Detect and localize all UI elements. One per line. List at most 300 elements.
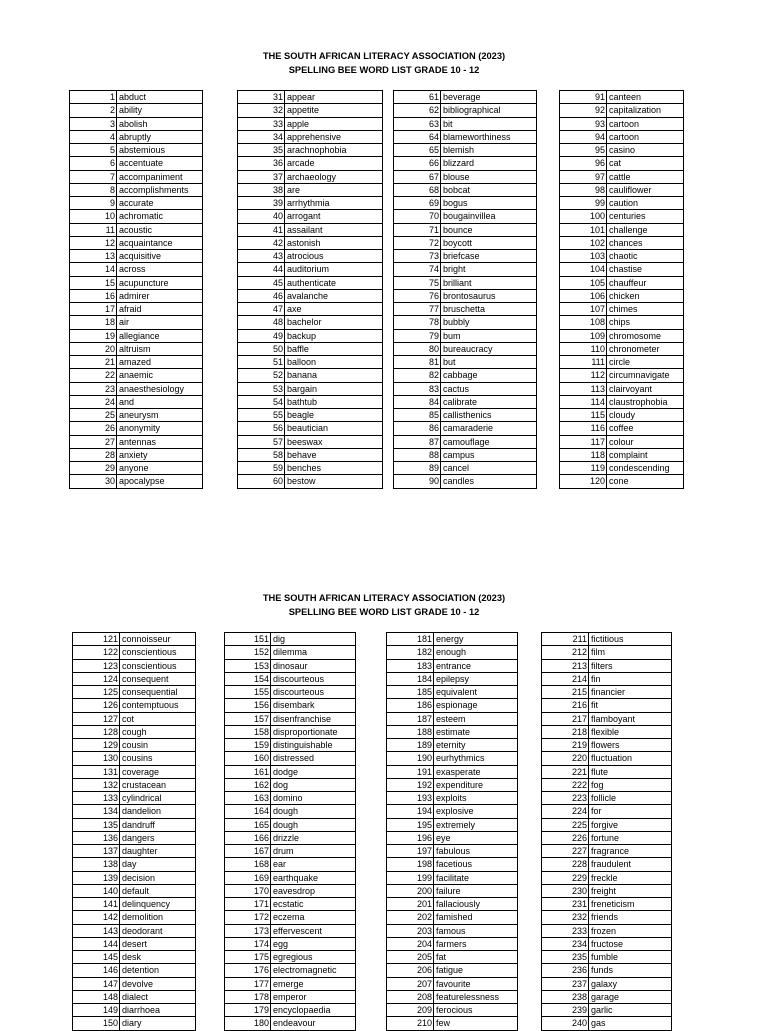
word-table <box>541 632 672 1031</box>
word-number: 47 <box>238 303 285 316</box>
word-number: 107 <box>560 303 607 316</box>
word-cell: challenge <box>607 223 684 236</box>
word-cell: ferocious <box>434 1004 518 1017</box>
word-number: 48 <box>238 316 285 329</box>
word-number: 222 <box>542 778 589 791</box>
word-number: 153 <box>225 659 271 672</box>
table-row <box>387 831 518 844</box>
table-row <box>560 157 684 170</box>
table-row <box>560 462 684 475</box>
word-number: 238 <box>542 990 589 1003</box>
word-cell: cloudy <box>607 409 684 422</box>
word-number: 56 <box>238 422 285 435</box>
word-number: 213 <box>542 659 589 672</box>
word-cell: exploits <box>434 792 518 805</box>
word-cell: anonymity <box>117 422 203 435</box>
word-number: 15 <box>70 276 117 289</box>
word-number: 98 <box>560 183 607 196</box>
word-cell: exasperate <box>434 765 518 778</box>
table-row <box>70 342 203 355</box>
word-cell: fallaciously <box>434 898 518 911</box>
table-row <box>238 130 383 143</box>
word-cell: dinosaur <box>271 659 356 672</box>
word-number: 28 <box>70 448 117 461</box>
word-cell: bureaucracy <box>441 342 537 355</box>
word-number: 220 <box>542 752 589 765</box>
table-row <box>238 170 383 183</box>
table-row <box>542 1017 672 1030</box>
table-row <box>394 422 537 435</box>
word-number: 186 <box>387 699 434 712</box>
word-cell: distressed <box>271 752 356 765</box>
word-number: 30 <box>70 475 117 488</box>
word-number: 105 <box>560 276 607 289</box>
word-number: 158 <box>225 725 271 738</box>
word-number: 42 <box>238 236 285 249</box>
table-row <box>560 197 684 210</box>
word-cell: cot <box>120 712 196 725</box>
word-number: 76 <box>394 289 441 302</box>
word-cell: acoustic <box>117 223 203 236</box>
word-cell: benches <box>285 462 383 475</box>
word-number: 87 <box>394 435 441 448</box>
word-cell: chimes <box>607 303 684 316</box>
table-row <box>387 805 518 818</box>
word-number: 177 <box>225 977 271 990</box>
word-number: 224 <box>542 805 589 818</box>
table-row <box>560 382 684 395</box>
table-row <box>394 183 537 196</box>
word-number: 62 <box>394 104 441 117</box>
table-row <box>542 937 672 950</box>
word-cell: effervescent <box>271 924 356 937</box>
word-number: 216 <box>542 699 589 712</box>
table-row <box>225 659 356 672</box>
word-cell: camouflage <box>441 435 537 448</box>
word-cell: atrocious <box>285 250 383 263</box>
word-number: 226 <box>542 831 589 844</box>
table-row <box>225 725 356 738</box>
table-row <box>394 448 537 461</box>
word-cell: egg <box>271 937 356 950</box>
word-cell: chances <box>607 236 684 249</box>
word-number: 64 <box>394 130 441 143</box>
word-cell: avalanche <box>285 289 383 302</box>
table-row <box>73 858 196 871</box>
table-row <box>73 1017 196 1030</box>
page-1-title-line-2: SPELLING BEE WORD LIST GRADE 10 - 12 <box>288 65 480 75</box>
table-row <box>387 871 518 884</box>
word-number: 207 <box>387 977 434 990</box>
word-number: 128 <box>73 725 120 738</box>
word-cell: eavesdrop <box>271 884 356 897</box>
table-row <box>387 699 518 712</box>
word-number: 106 <box>560 289 607 302</box>
word-number: 13 <box>70 250 117 263</box>
table-row <box>394 316 537 329</box>
word-cell: bargain <box>285 382 383 395</box>
word-number: 103 <box>560 250 607 263</box>
table-row <box>387 911 518 924</box>
table-row <box>387 672 518 685</box>
word-number: 60 <box>238 475 285 488</box>
table-row <box>225 672 356 685</box>
table-row <box>225 752 356 765</box>
word-cell: desert <box>120 937 196 950</box>
word-cell: earthquake <box>271 871 356 884</box>
table-row <box>73 977 196 990</box>
word-number: 34 <box>238 130 285 143</box>
table-row <box>387 924 518 937</box>
table-row <box>387 1017 518 1030</box>
table-row <box>238 448 383 461</box>
word-cell: dog <box>271 778 356 791</box>
table-row <box>387 937 518 950</box>
word-number: 194 <box>387 805 434 818</box>
word-cell: axe <box>285 303 383 316</box>
word-number: 239 <box>542 1004 589 1017</box>
word-number: 68 <box>394 183 441 196</box>
word-number: 151 <box>225 633 271 646</box>
table-row <box>560 250 684 263</box>
word-cell: crustacean <box>120 778 196 791</box>
table-row <box>560 210 684 223</box>
table-row <box>70 183 203 196</box>
word-cell: fog <box>589 778 672 791</box>
word-cell: backup <box>285 329 383 342</box>
word-cell: boycott <box>441 236 537 249</box>
word-number: 143 <box>73 924 120 937</box>
table-row <box>73 765 196 778</box>
table-row <box>387 858 518 871</box>
word-cell: disenfranchise <box>271 712 356 725</box>
table-row <box>73 964 196 977</box>
table-row <box>238 104 383 117</box>
word-number: 236 <box>542 964 589 977</box>
table-row <box>225 1017 356 1030</box>
word-cell: drizzle <box>271 831 356 844</box>
table-row <box>560 263 684 276</box>
word-number: 53 <box>238 382 285 395</box>
word-cell: altruism <box>117 342 203 355</box>
table-row <box>73 739 196 752</box>
word-cell: ecstatic <box>271 898 356 911</box>
word-number: 93 <box>560 117 607 130</box>
word-number: 150 <box>73 1017 120 1030</box>
table-row <box>560 356 684 369</box>
table-row <box>394 435 537 448</box>
word-number: 119 <box>560 462 607 475</box>
word-number: 130 <box>73 752 120 765</box>
word-number: 187 <box>387 712 434 725</box>
table-row <box>238 382 383 395</box>
word-number: 102 <box>560 236 607 249</box>
word-number: 148 <box>73 990 120 1003</box>
table-row <box>238 395 383 408</box>
table-row <box>238 263 383 276</box>
word-cell: bounce <box>441 223 537 236</box>
word-cell: baffle <box>285 342 383 355</box>
word-number: 189 <box>387 739 434 752</box>
word-number: 21 <box>70 356 117 369</box>
table-row <box>238 342 383 355</box>
word-cell: cartoon <box>607 117 684 130</box>
word-number: 79 <box>394 329 441 342</box>
table-row <box>238 157 383 170</box>
word-cell: film <box>589 646 672 659</box>
word-cell: anxiety <box>117 448 203 461</box>
table-row <box>542 712 672 725</box>
word-cell: claustrophobia <box>607 395 684 408</box>
table-row <box>73 831 196 844</box>
word-number: 200 <box>387 884 434 897</box>
word-cell: frozen <box>589 924 672 937</box>
table-row <box>225 633 356 646</box>
word-number: 204 <box>387 937 434 950</box>
table-row <box>70 462 203 475</box>
word-number: 44 <box>238 263 285 276</box>
word-cell: abruptly <box>117 130 203 143</box>
word-cell: admirer <box>117 289 203 302</box>
table-row <box>225 712 356 725</box>
table-row <box>70 104 203 117</box>
word-table <box>237 90 383 489</box>
table-row <box>394 170 537 183</box>
word-cell: default <box>120 884 196 897</box>
word-cell: flamboyant <box>589 712 672 725</box>
word-number: 145 <box>73 951 120 964</box>
word-number: 74 <box>394 263 441 276</box>
word-cell: acupuncture <box>117 276 203 289</box>
table-row <box>225 765 356 778</box>
word-cell: beverage <box>441 91 537 104</box>
word-cell: deodorant <box>120 924 196 937</box>
table-row <box>394 303 537 316</box>
word-number: 121 <box>73 633 120 646</box>
word-cell: entrance <box>434 659 518 672</box>
word-cell: archaeology <box>285 170 383 183</box>
word-number: 164 <box>225 805 271 818</box>
word-number: 197 <box>387 845 434 858</box>
word-cell: bestow <box>285 475 383 488</box>
word-cell: discourteous <box>271 686 356 699</box>
word-number: 178 <box>225 990 271 1003</box>
word-number: 4 <box>70 130 117 143</box>
word-cell: chastise <box>607 263 684 276</box>
word-cell: acquisitive <box>117 250 203 263</box>
word-cell: fragrance <box>589 845 672 858</box>
word-cell: fit <box>589 699 672 712</box>
word-cell: acquaintance <box>117 236 203 249</box>
word-number: 23 <box>70 382 117 395</box>
word-cell: gas <box>589 1017 672 1030</box>
table-row <box>225 898 356 911</box>
table-row <box>560 342 684 355</box>
table-row <box>225 871 356 884</box>
table-row <box>225 805 356 818</box>
table-row <box>560 130 684 143</box>
table-row <box>542 633 672 646</box>
word-cell: centuries <box>607 210 684 223</box>
word-number: 63 <box>394 117 441 130</box>
word-number: 12 <box>70 236 117 249</box>
word-number: 198 <box>387 858 434 871</box>
word-number: 94 <box>560 130 607 143</box>
word-number: 211 <box>542 633 589 646</box>
word-cell: blameworthiness <box>441 130 537 143</box>
table-row <box>70 435 203 448</box>
word-number: 214 <box>542 672 589 685</box>
table-row <box>73 805 196 818</box>
word-cell: assailant <box>285 223 383 236</box>
word-cell: fortune <box>589 831 672 844</box>
word-cell: estimate <box>434 725 518 738</box>
word-number: 116 <box>560 422 607 435</box>
table-row <box>560 316 684 329</box>
word-cell: anyone <box>117 462 203 475</box>
word-cell: cauliflower <box>607 183 684 196</box>
word-number: 142 <box>73 911 120 924</box>
word-number: 129 <box>73 739 120 752</box>
table-row <box>73 672 196 685</box>
word-cell: capitalization <box>607 104 684 117</box>
word-cell: explosive <box>434 805 518 818</box>
word-number: 108 <box>560 316 607 329</box>
table-row <box>238 422 383 435</box>
table-row <box>387 739 518 752</box>
word-cell: arachnophobia <box>285 144 383 157</box>
word-cell: camaraderie <box>441 422 537 435</box>
word-cell: distinguishable <box>271 739 356 752</box>
word-cell: conscientious <box>120 659 196 672</box>
table-row <box>70 276 203 289</box>
word-cell: brontosaurus <box>441 289 537 302</box>
word-cell: brilliant <box>441 276 537 289</box>
word-cell: bibliographical <box>441 104 537 117</box>
table-row <box>225 858 356 871</box>
word-number: 120 <box>560 475 607 488</box>
word-number: 182 <box>387 646 434 659</box>
word-cell: circumnavigate <box>607 369 684 382</box>
table-row <box>542 871 672 884</box>
table-row <box>225 686 356 699</box>
table-row <box>560 183 684 196</box>
table-row <box>70 210 203 223</box>
table-row <box>70 316 203 329</box>
word-cell: few <box>434 1017 518 1030</box>
table-row <box>225 990 356 1003</box>
word-number: 136 <box>73 831 120 844</box>
table-row <box>70 170 203 183</box>
word-number: 172 <box>225 911 271 924</box>
table-row <box>394 342 537 355</box>
word-number: 112 <box>560 369 607 382</box>
table-row <box>70 263 203 276</box>
word-number: 149 <box>73 1004 120 1017</box>
word-cell: cylindrical <box>120 792 196 805</box>
word-cell: fatigue <box>434 964 518 977</box>
word-cell: beautician <box>285 422 383 435</box>
word-number: 144 <box>73 937 120 950</box>
word-cell: abstemious <box>117 144 203 157</box>
word-number: 208 <box>387 990 434 1003</box>
table-row <box>394 395 537 408</box>
table-row <box>394 91 537 104</box>
table-row <box>542 898 672 911</box>
word-number: 185 <box>387 686 434 699</box>
word-number: 147 <box>73 977 120 990</box>
table-row <box>542 792 672 805</box>
word-cell: decision <box>120 871 196 884</box>
word-number: 31 <box>238 91 285 104</box>
word-number: 191 <box>387 765 434 778</box>
word-cell: desk <box>120 951 196 964</box>
table-row <box>225 1004 356 1017</box>
word-number: 25 <box>70 409 117 422</box>
word-number: 55 <box>238 409 285 422</box>
table-row <box>394 329 537 342</box>
word-cell: anaesthesiology <box>117 382 203 395</box>
word-number: 7 <box>70 170 117 183</box>
word-number: 188 <box>387 725 434 738</box>
word-number: 195 <box>387 818 434 831</box>
table-row <box>73 699 196 712</box>
word-number: 95 <box>560 144 607 157</box>
word-cell: and <box>117 395 203 408</box>
word-cell: diarrhoea <box>120 1004 196 1017</box>
word-number: 9 <box>70 197 117 210</box>
word-cell: emerge <box>271 977 356 990</box>
word-number: 46 <box>238 289 285 302</box>
word-number: 166 <box>225 831 271 844</box>
word-number: 61 <box>394 91 441 104</box>
word-number: 152 <box>225 646 271 659</box>
word-number: 127 <box>73 712 120 725</box>
word-cell: facilitate <box>434 871 518 884</box>
word-cell: chauffeur <box>607 276 684 289</box>
word-number: 92 <box>560 104 607 117</box>
word-number: 32 <box>238 104 285 117</box>
word-number: 233 <box>542 924 589 937</box>
word-number: 132 <box>73 778 120 791</box>
word-cell: arrogant <box>285 210 383 223</box>
table-row <box>70 395 203 408</box>
table-row <box>542 1004 672 1017</box>
word-number: 111 <box>560 356 607 369</box>
word-number: 175 <box>225 951 271 964</box>
word-cell: accomplishments <box>117 183 203 196</box>
table-row <box>238 462 383 475</box>
table-row <box>238 250 383 263</box>
word-cell: abolish <box>117 117 203 130</box>
word-number: 133 <box>73 792 120 805</box>
word-cell: eczema <box>271 911 356 924</box>
word-cell: connoisseur <box>120 633 196 646</box>
table-row <box>70 422 203 435</box>
word-cell: freight <box>589 884 672 897</box>
word-cell: cat <box>607 157 684 170</box>
table-row <box>560 409 684 422</box>
table-row <box>70 197 203 210</box>
word-cell: chips <box>607 316 684 329</box>
table-row <box>560 422 684 435</box>
table-row <box>73 686 196 699</box>
word-cell: behave <box>285 448 383 461</box>
word-number: 137 <box>73 845 120 858</box>
word-cell: chronometer <box>607 342 684 355</box>
word-number: 20 <box>70 342 117 355</box>
table-row <box>387 725 518 738</box>
